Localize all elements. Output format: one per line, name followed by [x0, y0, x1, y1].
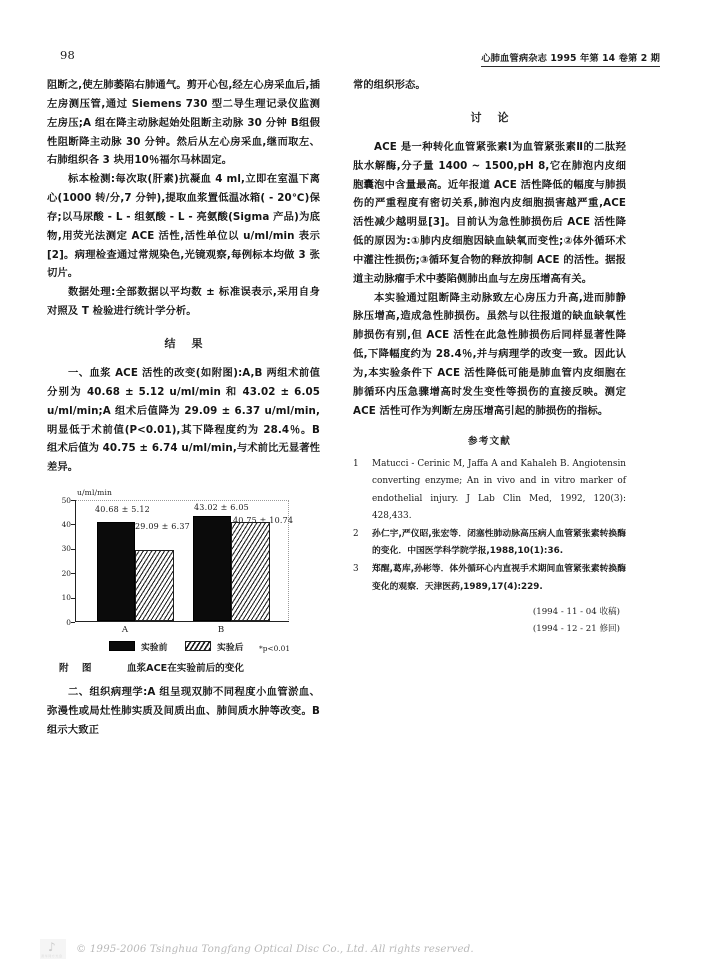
reference-number: 1: [353, 458, 359, 469]
paragraph-methods-3: 数据处理:全部数据以平均数 ± 标准误表示,采用自身对照及 T 检验进行统计学分析。: [47, 286, 320, 318]
revised-date: (1994 - 12 - 21 修回): [532, 624, 620, 635]
bar-label-B-before: 43.02 ± 6.05: [194, 503, 249, 513]
chart-xtick-A: A: [121, 625, 129, 636]
left-column: [47, 76, 320, 740]
bar-A-after: [135, 550, 174, 621]
chart-ytick-mark-0: [71, 622, 75, 623]
figure-caption-text: 血浆ACE在实验前后的变化: [127, 663, 244, 675]
paragraph-lead: 常的组织形态。: [353, 79, 426, 91]
bar-label-A-before: 40.68 ± 5.12: [95, 505, 150, 515]
reference-text: Matucci - Cerinic M, Jaffa A and Kahaleh B. Angiotensin converting enzyme; An in vivo and in vitro marker of endothelial injury. J Lab Clin Med, 1992, 120(3): 428,433.: [372, 458, 626, 522]
journal-header: 心肺血管病杂志 1995 年第 14 卷第 2 期: [481, 50, 660, 67]
legend-significance-note: *p<0.01: [259, 644, 291, 654]
reference-number: 3: [353, 564, 359, 575]
bar-label-A-after: 29.09 ± 6.37: [135, 522, 190, 532]
reference-item: [353, 526, 626, 561]
chart-ytick-30: 30: [61, 544, 71, 554]
logo-glyph: ♪: [48, 940, 56, 954]
paragraph-discussion-1: ACE 是一种转化血管紧张素Ⅰ为血管紧张素Ⅱ的二肽羟肽水解酶,分子量 1400 ~ 1500,pH 8,它在肺泡内皮细胞囊泡中含量最高。近年报道 ACE 活性降低的幅度与肺损伤的严重程度有密切关系,肺泡内皮细胞损害越严重,ACE 活性减少越明显[3]。目前认为急性肺损伤后 ACE 活性降低的原因为:①肺内皮细胞因缺血缺氧而变性;②体外循环术中灌注性损伤;③循环复合物的释放抑制 ACE 的活性。据报道主动脉瘤手术中萎陷侧肺出血与左房压增高有关。: [353, 140, 626, 285]
chart-ytick-0: 0: [66, 617, 71, 627]
discussion-heading: 讨论: [470, 110, 525, 124]
logo-subtext: 清华同方光盘: [41, 954, 63, 958]
bar-B-after: [231, 522, 270, 622]
legend-label-after: 实验后: [217, 643, 244, 654]
paragraph-results-1: 一、血浆 ACE 活性的改变(如附图):A,B 两组术前值分别为 40.68 ± 5.12 u/ml/min 和 43.02 ± 6.05 u/ml/min;A 组术后值降为 29.09 ± 6.37 u/ml/min,明显低于术前值(P<0.01),其下降程度约为 28.4％。B 组术后值为 40.75 ± 6.74 u/ml/min,与术前比无显著性差异。: [47, 366, 321, 474]
bar-A-before: [97, 522, 135, 621]
chart-ytick-20: 20: [61, 568, 71, 578]
reference-item: [353, 561, 626, 596]
bar-label-B-after: 40.75 ± 10.74: [233, 516, 294, 526]
reference-item: [353, 456, 626, 526]
legend-label-before: 实验前: [141, 643, 168, 654]
references-heading: 参考文献: [467, 435, 512, 447]
legend-swatch-before: [109, 641, 135, 651]
received-date: (1994 - 11 - 04 收稿): [532, 607, 620, 618]
copyright-notice: © 1995-2006 Tsinghua Tongfang Optical Disc Co., Ltd. All rights reserved.: [76, 943, 474, 955]
chart-y-axis-label: u/ml/min: [77, 488, 112, 498]
legend-swatch-after: [185, 641, 211, 651]
chart-ytick-50: 50: [61, 495, 71, 505]
paragraph-methods-2: 标本检测:每次取(肝素)抗凝血 4 ml,立即在室温下离心(1000 转/分,7 分钟),提取血浆置低温冰箱( - 20℃)保存;以马尿酸 - L - 组氨酸 - L - 亮氨酸(Sigma 产品)为底物,用荧光法测定 ACE 活性,活性单位以 u/ml/min 表示[2]。病理检查通过常规染色,光镜观察,每例标本均做 3 张切片。: [47, 173, 320, 280]
reference-text: 孙仁宇,严仪昭,张宏等．闭塞性肺动脉高压病人血管紧张素转换酶的变化．中国医学科学院学报,1988,10(1):36.: [372, 528, 626, 557]
figure-caption-label: 附 图: [59, 663, 97, 675]
bar-B-before: [193, 516, 231, 621]
chart-xtick-B: B: [217, 625, 225, 636]
results-heading: 结果: [164, 336, 219, 350]
figure-caption: [47, 660, 320, 674]
page-number: 98: [60, 48, 76, 62]
chart-ytick-10: 10: [61, 593, 71, 603]
reference-number: 2: [353, 528, 359, 539]
running-head: [46, 48, 660, 66]
footer: [40, 938, 660, 960]
chart-ytick-40: 40: [61, 520, 71, 530]
paragraph-discussion-2: 本实验通过阻断降主动脉致左心房压力升高,进而肺静脉压增高,造成急性肺损伤。虽然与以往报道的缺血缺氧性肺损伤有别,但 ACE 活性在此急性肺损伤后同样显著性降低,下降幅度约为 28.4％,并与病理学的改变一致。因此认为,本实验条件下 ACE 活性降低可能是肺血管内皮细胞在肺循环内压急骤增高时发生变性等损伤的直接反映。测定 ACE 活性可作为判断左房压增高引起的肺损伤的指标。: [353, 291, 626, 417]
paragraph-pathology: 二、组织病理学:A 组呈现双肺不同程度小血管淤血、弥漫性或局灶性肺实质及间质出血、肺间质水肿等改变。B 组示大致正: [47, 686, 320, 736]
publisher-logo-icon: [40, 939, 66, 959]
paragraph-methods-1: 阻断之,使左肺萎陷右肺通气。剪开心包,经左心房采血后,插左房测压管,通过 Siemens 730 型二导生理记录仪监测左房压;A 组在降主动脉起始处阻断主动脉 30 分钟 B组假性阻断降主动脉 30 分钟。然后从左心房采血,继而取左、右肺组织各 3 块用10％福尔马林固定。: [47, 79, 320, 167]
figure-ace-chart: [47, 488, 320, 673]
right-column: [353, 76, 626, 638]
chart-legend: [109, 640, 309, 654]
reference-text: 郑醒,葛库,孙彬等．体外循环心内直视手术期间血管紧张素转换酶变化的观察．天津医药,1989,17(4):229.: [372, 564, 626, 592]
